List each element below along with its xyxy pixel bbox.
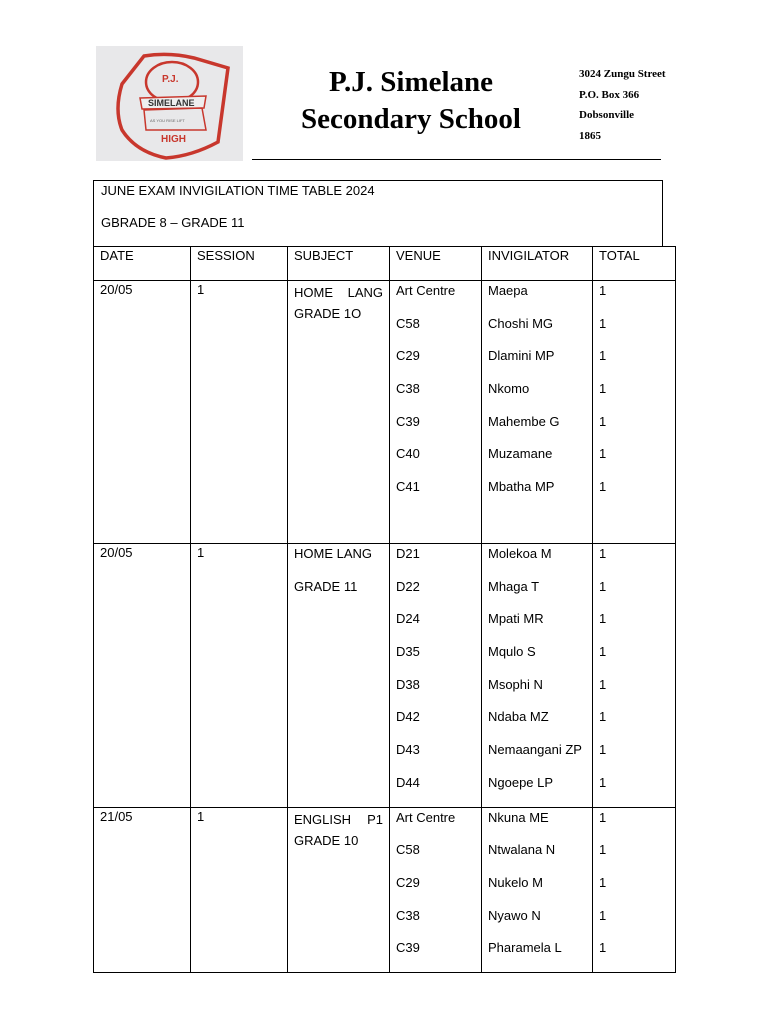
venue: D42 [396, 709, 420, 725]
venue: D35 [396, 644, 420, 660]
total: 1 [599, 283, 607, 298]
invigilator: Ntwalana N [488, 842, 556, 858]
invigilator: Pharamela L [488, 940, 562, 956]
venue: C29 [396, 348, 420, 364]
timetable-title: JUNE EXAM INVIGILATION TIME TABLE 2024 [101, 183, 375, 198]
address-street: 3024 Zungu Street [579, 68, 666, 80]
session-cell: 1 [191, 544, 288, 808]
total: 1 [599, 546, 607, 561]
total: 1 [599, 315, 607, 331]
invigilation-table [93, 246, 676, 973]
venue: D22 [396, 578, 420, 594]
invigilator: Dlamini MP [488, 348, 555, 364]
venue-cell [390, 807, 482, 972]
venue: C39 [396, 940, 420, 956]
invigilator: Mahembe G [488, 413, 560, 429]
school-name-line2: Secondary School [301, 103, 521, 135]
venue: C38 [396, 381, 420, 397]
invigilator: Nyawo N [488, 907, 541, 923]
total: 1 [599, 381, 607, 397]
total: 1 [599, 446, 607, 462]
venue: Art Centre [396, 283, 456, 298]
subject-cell [288, 544, 390, 808]
venue: D24 [396, 611, 420, 627]
table-row [94, 281, 676, 544]
total: 1 [599, 940, 607, 956]
invigilator: Nkuna ME [488, 809, 549, 825]
venue: C58 [396, 315, 420, 331]
invigilator: Msophi N [488, 676, 543, 692]
logo-banner-text: SIMELANE [148, 98, 195, 108]
school-logo [96, 46, 243, 161]
school-name [255, 64, 567, 138]
header-divider [252, 159, 661, 160]
total: 1 [599, 874, 607, 890]
subject-line: GRADE 11 [294, 578, 358, 594]
address-po-box: P.O. Box 366 [579, 88, 640, 101]
total: 1 [599, 644, 607, 660]
logo-bottom-text: HIGH [161, 134, 186, 145]
date-cell: 21/05 [94, 807, 191, 972]
total: 1 [599, 809, 607, 825]
total: 1 [599, 611, 607, 627]
invigilator: Mbatha MP [488, 479, 555, 495]
address-suburb: Dobsonville [579, 109, 635, 121]
timetable-title-box [93, 180, 663, 247]
total: 1 [599, 742, 607, 758]
venue: C58 [396, 842, 420, 858]
crest-icon [96, 46, 243, 161]
venue-cell [390, 544, 482, 808]
invigilator-cell [482, 281, 593, 544]
total-cell [593, 281, 676, 544]
venue: C40 [396, 446, 420, 462]
date-cell: 20/05 [94, 544, 191, 808]
invigilator: Nemaangani ZP [488, 742, 582, 758]
total: 1 [599, 348, 607, 364]
timetable-grades: GBRADE 8 – GRADE 11 [101, 215, 245, 230]
total: 1 [599, 709, 607, 725]
total-cell [593, 544, 676, 808]
logo-top-text: P.J. [162, 74, 179, 85]
session-cell: 1 [191, 281, 288, 544]
school-address [579, 64, 666, 146]
venue: D38 [396, 676, 420, 692]
column-header-subject: SUBJECT [288, 247, 390, 281]
total: 1 [599, 479, 607, 495]
column-header-total: TOTAL [593, 247, 676, 281]
venue: D43 [396, 742, 420, 758]
column-header-venue: VENUE [390, 247, 482, 281]
school-name-line1: P.J. Simelane [328, 66, 494, 98]
total: 1 [599, 774, 607, 790]
invigilator: Choshi MG [488, 315, 554, 331]
invigilator: Mhaga T [488, 578, 540, 594]
table-header-row [94, 247, 676, 281]
column-header-session: SESSION [191, 247, 288, 281]
invigilator: Maepa [488, 283, 528, 298]
invigilator: Molekoa M [488, 546, 552, 561]
date-cell: 20/05 [94, 281, 191, 544]
invigilator: Ngoepe LP [488, 774, 554, 790]
invigilator: Ndaba MZ [488, 709, 549, 725]
venue-cell [390, 281, 482, 544]
column-header-date: DATE [94, 247, 191, 281]
subject-line: HOME LANG [294, 546, 373, 561]
total: 1 [599, 907, 607, 923]
invigilator: Mqulo S [488, 644, 536, 660]
invigilator-cell [482, 544, 593, 808]
table-row [94, 807, 676, 972]
venue: C39 [396, 413, 420, 429]
venue: C38 [396, 907, 420, 923]
venue: C41 [396, 479, 420, 495]
table-row [94, 544, 676, 808]
total: 1 [599, 413, 607, 429]
invigilator: Nkomo [488, 381, 530, 397]
subject-cell: ENGLISH P1 GRADE 10 [288, 807, 390, 972]
invigilator: Mpati MR [488, 611, 544, 627]
invigilator-cell [482, 807, 593, 972]
total: 1 [599, 842, 607, 858]
total: 1 [599, 578, 607, 594]
venue: Art Centre [396, 809, 456, 825]
total-cell [593, 807, 676, 972]
logo-motto-text: AS YOU RISE LIFT [150, 118, 185, 123]
venue: C29 [396, 874, 420, 890]
invigilator: Nukelo M [488, 874, 543, 890]
invigilator: Muzamane [488, 446, 553, 462]
subject-cell: HOME LANG GRADE 1O [288, 281, 390, 544]
total: 1 [599, 676, 607, 692]
address-postal-code: 1865 [579, 129, 601, 142]
column-header-invigilator: INVIGILATOR [482, 247, 593, 281]
venue: D44 [396, 774, 420, 790]
venue: D21 [396, 546, 420, 561]
session-cell: 1 [191, 807, 288, 972]
